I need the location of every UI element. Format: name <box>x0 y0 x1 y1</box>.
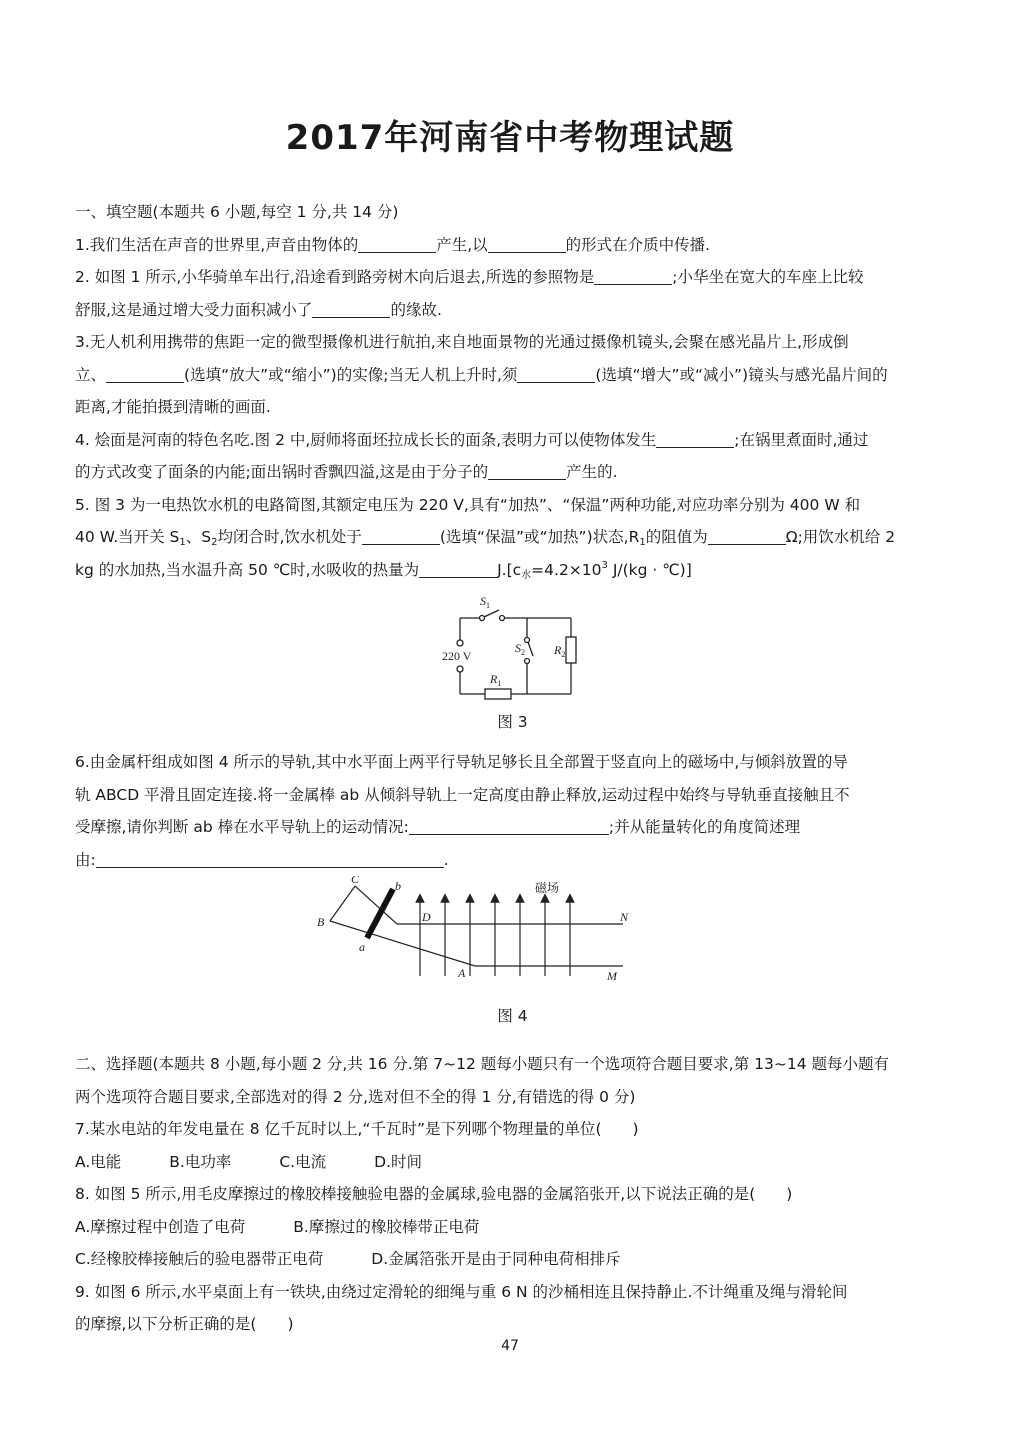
figure-4-caption: 图 4 <box>497 1007 528 1025</box>
answer-blank[interactable] <box>656 429 734 447</box>
question-3-cont: 立、 (选填“放大”或“缩小”)的实像;当无人机上升时,须 (选填“增大”或“减小”)镜头与感光晶片间的 <box>75 365 888 384</box>
figure-4-rails <box>75 876 950 1048</box>
question-8-options-1 <box>75 1211 950 1244</box>
label-b: b <box>395 879 401 893</box>
question-7-options <box>75 1146 950 1179</box>
question-3: 3.无人机利用携带的焦距一定的微型摄像机进行航拍,来自地面景物的光通过摄像机镜头,会聚在感光晶片上,形成倒 <box>75 333 849 351</box>
question-6-cont: 轨 ABCD 平滑且固定连接.将一金属棒 ab 从倾斜导轨上一定高度由静止释放,运动过程中始终与导轨垂直接触且不 <box>75 785 850 804</box>
question-8: 8. 如图 5 所示,用毛皮摩擦过的橡胶棒接触验电器的金属球,验电器的金属箔张开,以下说法正确的是( ) <box>75 1185 793 1203</box>
r1-label: $R_1$ <box>490 672 502 688</box>
r2-label: $R_2$ <box>554 643 566 659</box>
question-6: 6.由金属杆组成如图 4 所示的导轨,其中水平面上两平行导轨足够长且全部置于竖直向上的磁场中,与倾斜放置的导 <box>75 753 848 771</box>
answer-blank[interactable] <box>488 462 566 480</box>
question-7: 7.某水电站的年发电量在 8 亿千瓦时以上,“千瓦时”是下列哪个物理量的单位( ) <box>75 1120 639 1138</box>
question-6-cont2: 受摩擦,请你判断 ab 棒在水平导轨上的运动情况: ;并从能量转化的角度简述理 <box>75 818 801 836</box>
figure-3-circuit <box>75 586 950 746</box>
exam-content <box>75 196 950 1341</box>
question-5-end: kg 的水加热,当水温升高 50 ℃时,水吸收的热量为 $J.[c_水=4.2\times 10^3$ J/(kg · ℃)] <box>75 559 692 581</box>
option-C[interactable]: C.经橡胶棒接触后的验电器带正电荷 <box>75 1250 324 1268</box>
s2-label: $S_2$ <box>515 641 525 657</box>
circuit-diagram <box>75 590 950 720</box>
question-2-cont: 舒服,这是通过增大受力面积减小了 的缘故. <box>75 300 442 319</box>
question-5: 5. 图 3 为一电热饮水机的电路简图,其额定电压为 220 V,具有“加热”、“保温”两种功能,对应功率分别为 400 W 和 <box>75 495 861 514</box>
label-N: N <box>620 910 629 924</box>
answer-blank[interactable] <box>312 299 390 317</box>
question-9: 9. 如图 6 所示,水平桌面上有一铁块,由绕过定滑轮的细绳与重 6 N 的沙桶相连且保持静止.不计绳重及绳与滑轮间 <box>75 1282 848 1301</box>
label-a: a <box>359 940 365 954</box>
rail-diagram <box>75 876 950 1016</box>
option-A[interactable]: A.摩擦过程中创造了电荷 <box>75 1217 246 1236</box>
label-M: M <box>607 969 617 983</box>
question-5-cont: 40 W.当开关 $S_1$、$S_2$均闭合时,饮水机处于 (选填“保温”或“加热”)状态$,R_1$的阻值为 Ω;用饮水机给 2 <box>75 528 896 548</box>
section1-heading: 一、填空题(本题共 6 小题,每空 1 分,共 14 分) <box>75 203 399 221</box>
label-D: D <box>422 910 431 924</box>
answer-blank[interactable] <box>708 527 786 545</box>
answer-blank[interactable] <box>488 234 566 252</box>
question-9-cont: 的摩擦,以下分析正确的是( ) <box>75 1315 294 1333</box>
option-A[interactable]: A.电能 <box>75 1152 122 1171</box>
section2-heading: 二、选择题(本题共 8 小题,每小题 2 分,共 16 分.第 7~12 题每小题只有一个选项符合题目要求,第 13~14 题每小题有 <box>75 1055 889 1073</box>
section2-heading-cont: 两个选项符合题目要求,全部选对的得 2 分,选对但不全的得 1 分,有错选的得 0 分) <box>75 1087 636 1106</box>
question-2: 2. 如图 1 所示,小华骑单车出行,沿途看到路旁树木向后退去,所选的参照物是 ;小华坐在宽大的车座上比较 <box>75 268 864 286</box>
answer-blank[interactable] <box>96 849 444 867</box>
answer-blank[interactable] <box>362 527 440 545</box>
answer-blank[interactable] <box>409 817 609 835</box>
field-label: 磁场 <box>535 881 560 895</box>
label-C: C <box>351 876 360 886</box>
option-B[interactable]: B.摩擦过的橡胶棒带正电荷 <box>293 1217 480 1236</box>
question-8-options-2 <box>75 1243 950 1276</box>
option-B[interactable]: B.电功率 <box>169 1152 232 1171</box>
answer-blank[interactable] <box>419 559 497 577</box>
answer-blank[interactable] <box>106 364 184 382</box>
voltage-label: 220 V <box>442 649 472 663</box>
figure-3-caption: 图 3 <box>497 713 528 731</box>
option-D[interactable]: D.时间 <box>374 1152 422 1171</box>
question-4-cont: 的方式改变了面条的内能;面出锅时香飘四溢,这是由于分子的 产生的. <box>75 463 618 481</box>
question-3-end: 距离,才能拍摄到清晰的画面. <box>75 398 271 416</box>
option-D[interactable]: D.金属箔张开是由于同种电荷相排斥 <box>371 1250 621 1268</box>
answer-blank[interactable] <box>594 267 672 285</box>
option-C[interactable]: C.电流 <box>279 1152 327 1171</box>
answer-blank[interactable] <box>517 364 595 382</box>
page-title: 2017年河南省中考物理试题 <box>285 118 735 158</box>
question-6-end: 由: . <box>75 850 449 869</box>
question-1: 1.我们生活在声音的世界里,声音由物体的 产生,以 的形式在介质中传播. <box>75 235 711 254</box>
s1-label: $S_1$ <box>480 594 490 610</box>
label-B: B <box>317 915 325 929</box>
label-A: A <box>458 966 466 980</box>
page-number: 47 <box>501 1338 519 1354</box>
question-4: 4. 烩面是河南的特色名吃.图 2 中,厨师将面坯拉成长长的面条,表明力可以使物体发生 ;在锅里煮面时,通过 <box>75 430 869 449</box>
answer-blank[interactable] <box>358 234 436 252</box>
